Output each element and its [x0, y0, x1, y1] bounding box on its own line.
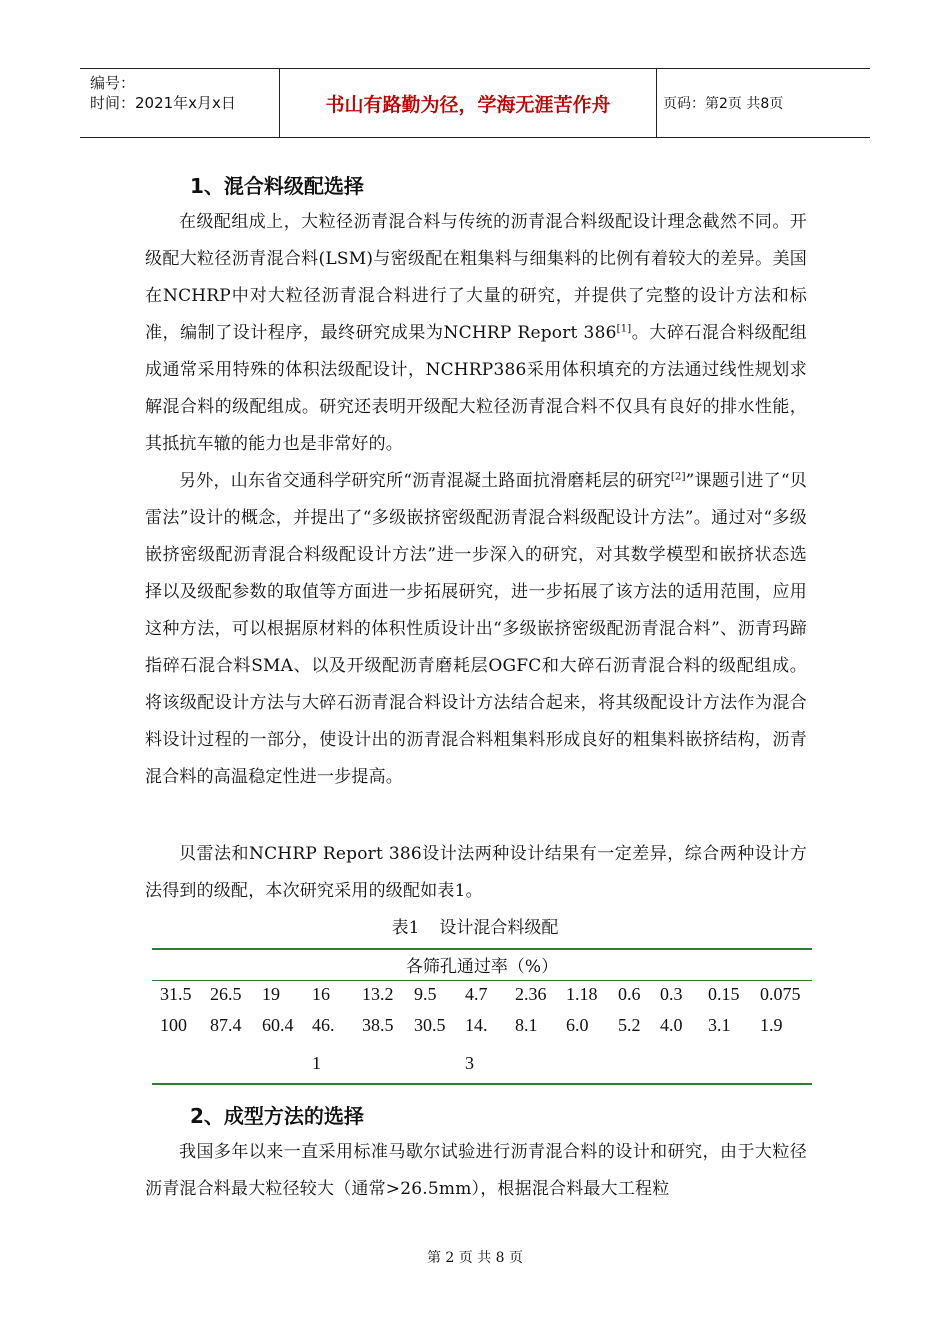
page-header — [80, 68, 870, 138]
table-cell: 26.5 — [210, 984, 242, 1004]
table-cell: 5.2 — [618, 1015, 641, 1035]
table-cell: 60.4 — [262, 1015, 294, 1035]
section2-heading: 2、成型方法的选择 — [190, 1104, 364, 1128]
table-cell: 2.36 — [515, 984, 547, 1004]
p2-text-a: 另外，山东省交通科学研究所“沥青混凝土路面抗滑磨耗层的研究 — [179, 471, 671, 491]
table-cell: 38.5 — [362, 1015, 394, 1035]
table-top-rule — [152, 948, 812, 950]
table-cell: 14. — [465, 1015, 488, 1035]
table-cell: 0.6 — [618, 984, 641, 1004]
table-cell: 46. — [312, 1015, 335, 1035]
number-label: 编号： — [90, 74, 136, 92]
table-bottom-rule — [152, 1083, 812, 1085]
header-page-info: 页码：第2页 共8页 — [663, 96, 784, 112]
grading-table — [152, 948, 812, 1084]
table-cell: 4.7 — [465, 984, 488, 1004]
table-cell: 100 — [160, 1015, 187, 1035]
citation-1: [1] — [616, 323, 632, 335]
section1-paragraph-2 — [145, 463, 807, 796]
table-cell: 0.3 — [660, 984, 683, 1004]
table-header: 各筛孔通过率（%） — [405, 957, 559, 977]
table-cell: 8.1 — [515, 1015, 538, 1035]
table-cell: 6.0 — [566, 1015, 589, 1035]
section1-paragraph-1 — [145, 204, 807, 463]
header-meta — [80, 69, 280, 137]
citation-2: [2] — [670, 471, 686, 483]
table-cell: 19 — [262, 984, 280, 1004]
table-cell: 13.2 — [362, 984, 394, 1004]
table-caption — [0, 913, 950, 938]
p1-text-b: 。大碎石混合料级配组成通常采用特殊的体积法级配设计，NCHRP386采用体积填充的方法通过线性规划求解混合料的级配组成。研究还表明开级配大粒径沥青混合料不仅具有良好的排水性能，其抵抗车辙的能力也是非常好的。 — [145, 323, 807, 454]
table-cell: 16 — [312, 984, 330, 1004]
section1-heading: 1、混合料级配选择 — [190, 174, 364, 198]
table-cell: 0.075 — [760, 984, 801, 1004]
table-title: 设计混合料级配 — [439, 918, 559, 938]
p1-text-a: 在级配组成上，大粒径沥青混合料与传统的沥青混合料级配设计理念截然不同。开级配大粒径沥青混合料(LSM)与密级配在粗集料与细集料的比例有着较大的差异。美国在NCHRP中对大粒径沥青混合料进行了大量的研究，并提供了完整的设计方法和标准，编制了设计程序，最终研究成果为NCHRP Report 386 — [145, 212, 807, 343]
table-cell: 3 — [465, 1053, 474, 1073]
section2-paragraph-1: 我国多年以来一直采用标准马歇尔试验进行沥青混合料的设计和研究，由于大粒径沥青混合料最大粒径较大（通常>26.5mm），根据混合料最大工程粒 — [145, 1142, 807, 1199]
table-cell: 1.18 — [566, 984, 598, 1004]
table-cell: 9.5 — [414, 984, 437, 1004]
section1-paragraph-3: 贝雷法和NCHRP Report 386设计法两种设计结果有一定差异，综合两种设计方法得到的级配，本次研究采用的级配如表1。 — [145, 844, 807, 901]
table-cell: 31.5 — [160, 984, 192, 1004]
header-motto: 书山有路勤为径，学海无涯苦作舟 — [280, 69, 657, 137]
table-cell: 87.4 — [210, 1015, 242, 1035]
table-cell: 30.5 — [414, 1015, 446, 1035]
table-cell: 0.15 — [708, 984, 740, 1004]
table-cell: 1 — [312, 1053, 321, 1073]
table-cell: 3.1 — [708, 1015, 731, 1035]
time-label: 时间：2021年x月x日 — [90, 94, 236, 112]
page-footer: 第 2 页 共 8 页 — [426, 1250, 524, 1266]
p2-text-b: ”课题引进了“贝雷法”设计的概念，并提出了“多级嵌挤密级配沥青混合料级配设计方法”。通过对“多级嵌挤密级配沥青混合料级配设计方法”进一步深入的研究，对其数学模型和嵌挤状态选择以及级配参数的取值等方面进一步拓展研究，进一步拓展了该方法的适用范围，应用这种方法，可以根据原材料的体积性质设计出“多级嵌挤密级配沥青混合料”、沥青玛蹄指碎石混合料SMA、以及开级配沥青磨耗层OGFC和大碎石沥青混合料的级配组成。将该级配设计方法与大碎石沥青混合料设计方法结合起来，将其级配设计方法作为混合料设计过程的一部分，使设计出的沥青混合料粗集料形成良好的粗集料嵌挤结构，沥青混合料的高温稳定性进一步提高。 — [145, 471, 807, 787]
table-header-rule — [152, 980, 812, 981]
table-cell: 4.0 — [660, 1015, 683, 1035]
table-number: 表1 — [391, 918, 420, 938]
table-cell: 1.9 — [760, 1015, 783, 1035]
